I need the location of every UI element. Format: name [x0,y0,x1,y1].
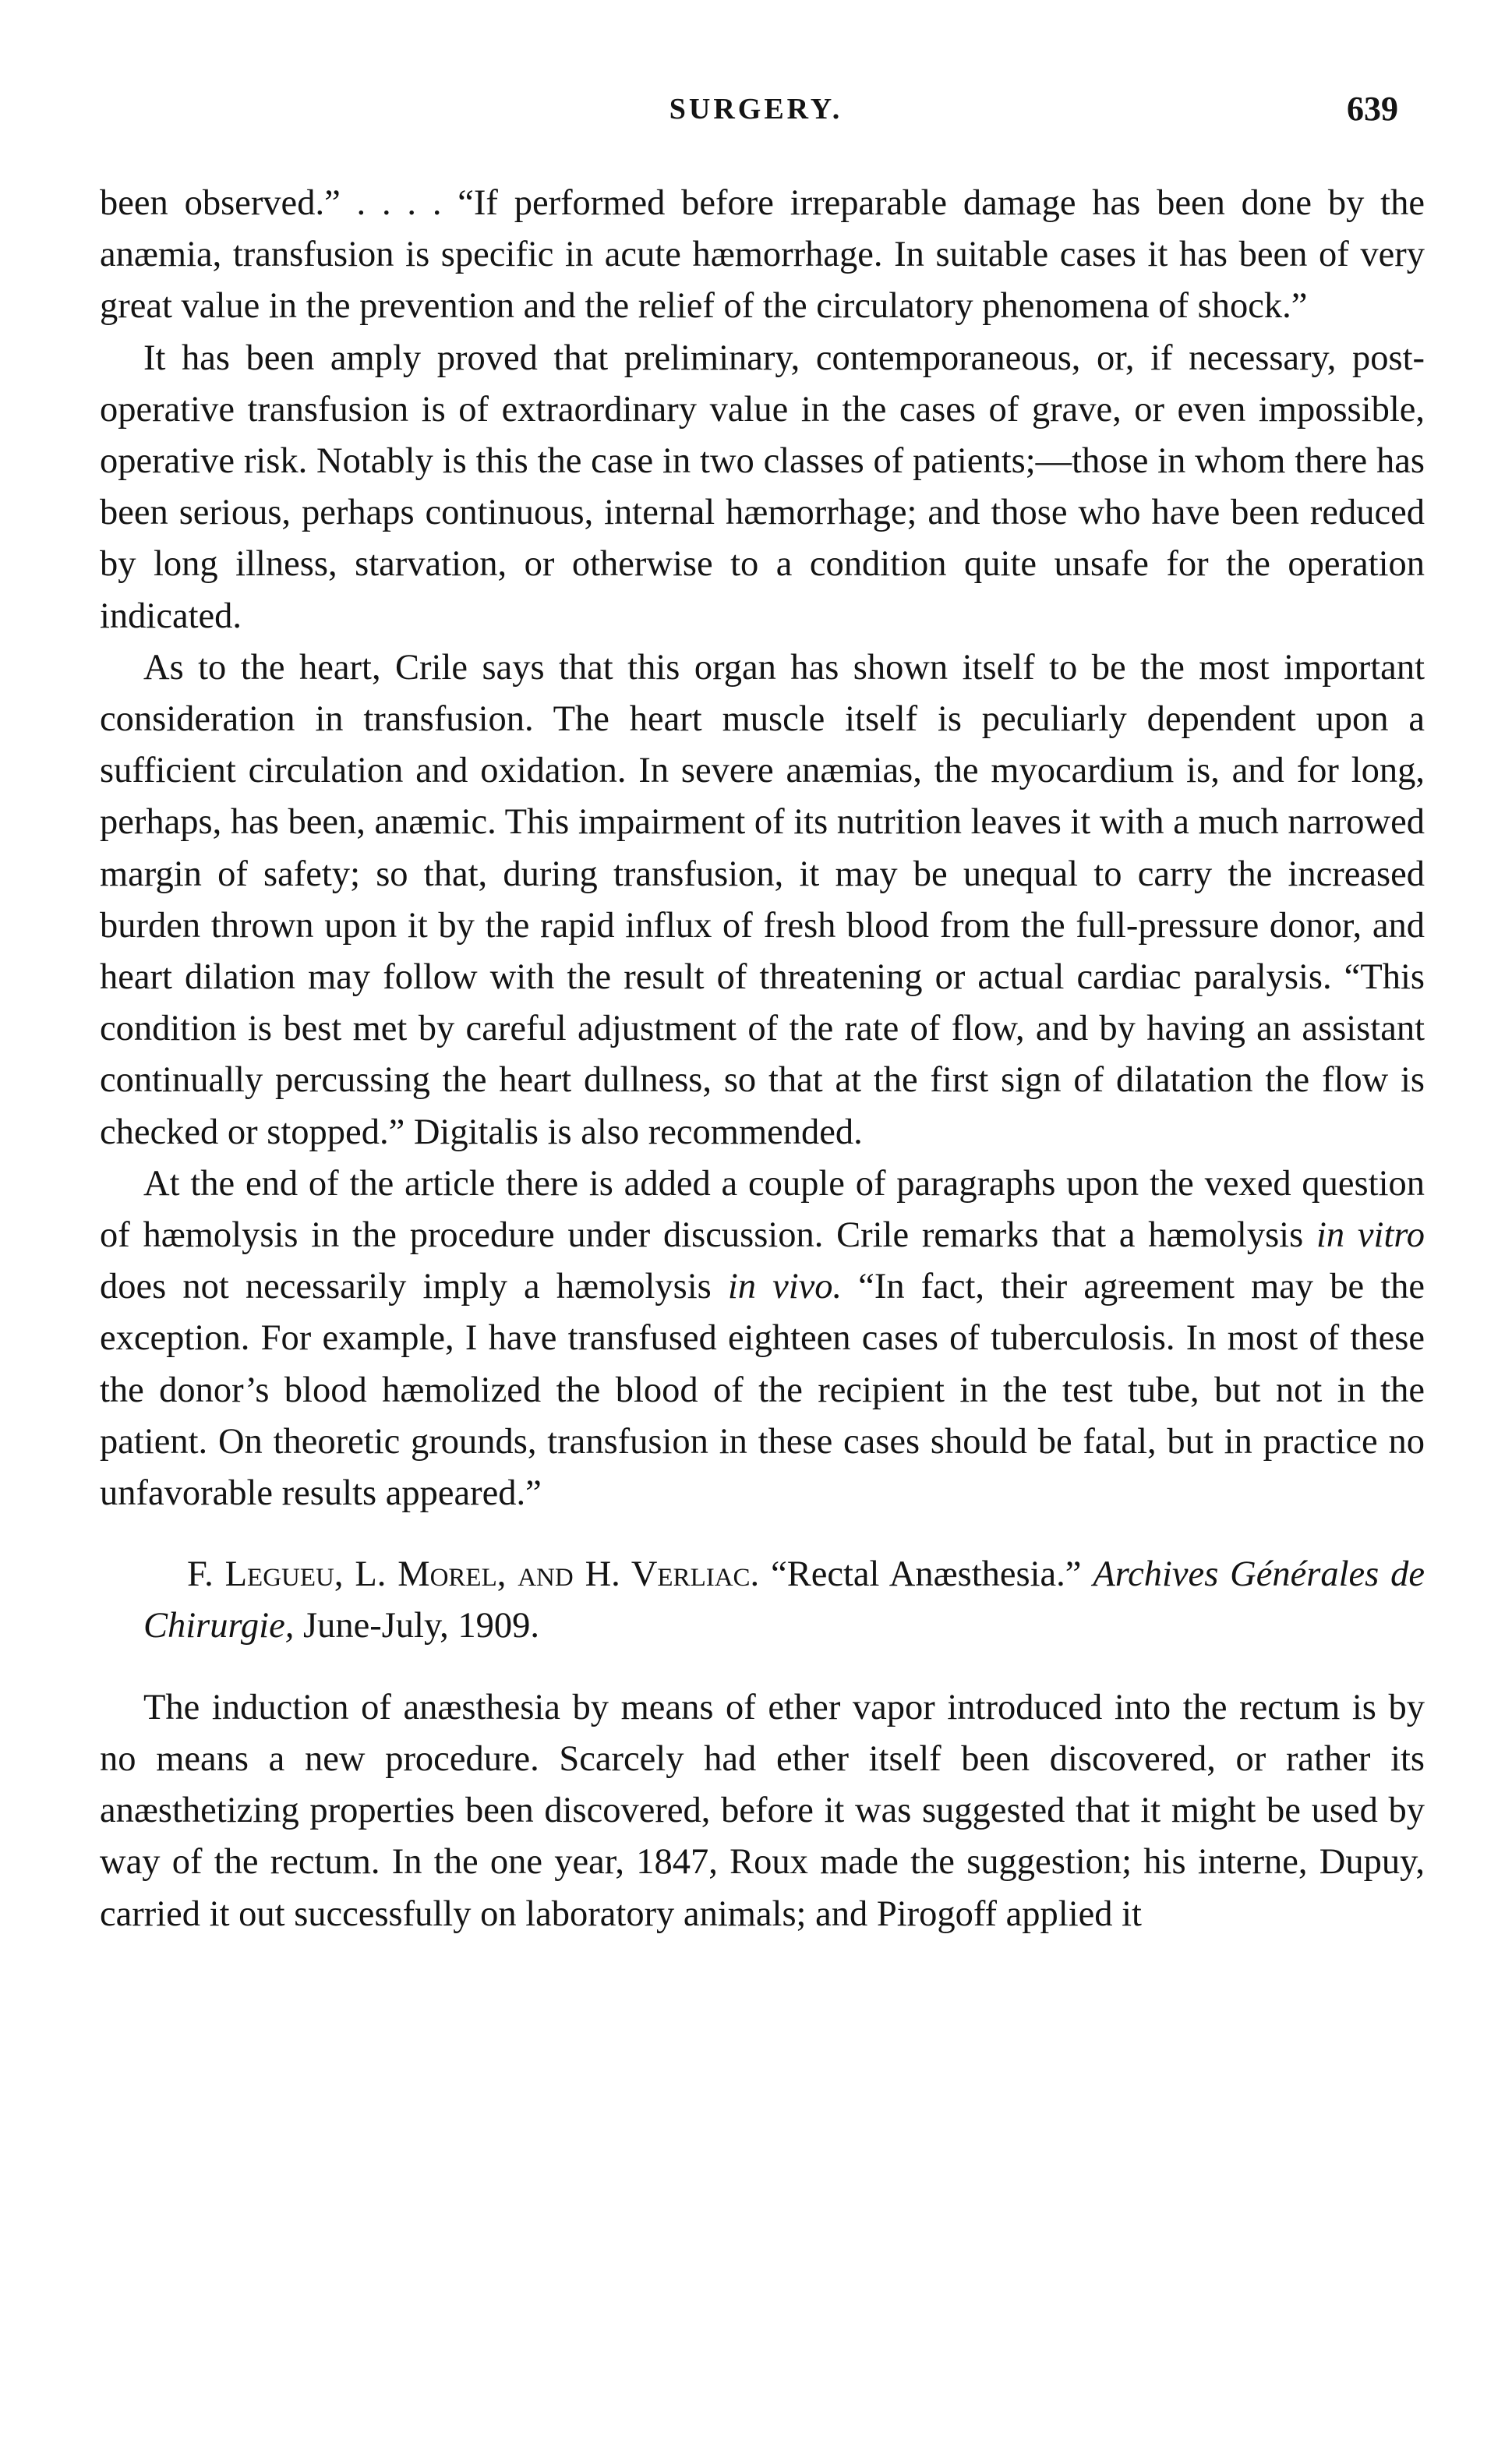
page-number: 639 [1347,90,1398,128]
citation-title: “Rectal Anæsthesia.” [771,1554,1082,1595]
paragraph-haemolysis [100,1158,1425,1519]
haemolysis-text-3: “In fact, their agreement may be the exception. For example, I have transfused eighteen cases of tuberculosis. In most of these the donor’s blood hæmolized the blood of the recipient in the test tube, but not in the patient. On theoretic grounds, transfusion in these cases should be fatal, but in practice no unfavorable results appeared.” [100,1267,1425,1514]
citation-journal: Archives Générales de Chirurgie, [143,1554,1425,1646]
paragraph-rectal-anaesthesia: The induction of anæsthesia by means of ether vapor introduced into the rectum is by no means a new procedure. Scarcely had ether itself been discovered, or rather its anæsthetizing properties been discovered, before it was suggested that it might be used by way of the rectum. In the one year, 1847, Roux made the suggestion; his interne, Dupuy, carried it out successfully on laboratory animals; and Pirogoff applied it [100,1687,1425,1934]
citation-authors: F. Legueu, L. Morel, and H. Verliac. [187,1554,760,1595]
article-citation [100,1549,1425,1652]
paragraph-continued-quote: been observed.” . . . . “If performed before irreparable damage has been done by the anæmia, transfusion is specific in acute hæmorrhage. In suitable cases it has been of very great value in the prevention and the relief of the circulatory phenomena of shock.” [100,183,1425,327]
page-body [100,178,1425,1940]
haemolysis-text-2: does not necessarily imply a hæmolysis [100,1267,728,1307]
running-head: SURGERY. [669,93,843,126]
citation-date: June-July, 1909. [302,1606,540,1646]
paragraph-preliminary-transfusion: It has been amply proved that preliminary, contemporaneous, or, if necessary, post-operative transfusion is of extraordinary value in the cases of grave, or even impossible, operative risk. Notably is this the case in two classes of patients;—those in whom there has been serious, perhaps continuous, internal hæmorrhage; and those who have been reduced by long illness, starvation, or otherwise to a condition quite unsafe for the operation indicated. [100,338,1425,636]
haemolysis-text-1: At the end of the article there is added a couple of paragraphs upon the vexed question of hæmolysis in the procedure under discussion. Crile remarks that a hæmolysis [100,1163,1425,1256]
in-vitro-term: in vitro [1316,1215,1425,1256]
in-vivo-term: in vivo. [727,1267,843,1307]
page-header [100,92,1412,139]
paragraph-heart: As to the heart, Crile says that this organ has shown itself to be the most important consideration in transfusion. The heart muscle itself is peculiarly dependent upon a sufficient circulation and oxidation. In severe anæmias, the myocardium is, and for long, perhaps, has been, anæmic. This impairment of its nutrition leaves it with a much narrowed margin of safety; so that, during transfusion, it may be unequal to carry the increased burden thrown upon it by the rapid influx of fresh blood from the full-pressure donor, and heart dilation may follow with the result of threatening or actual cardiac paralysis. “This condition is best met by careful adjustment of the rate of flow, and by having an assistant continually percussing the heart dullness, so that at the first sign of dilatation the flow is checked or stopped.” Digitalis is also recommended. [100,647,1425,1152]
